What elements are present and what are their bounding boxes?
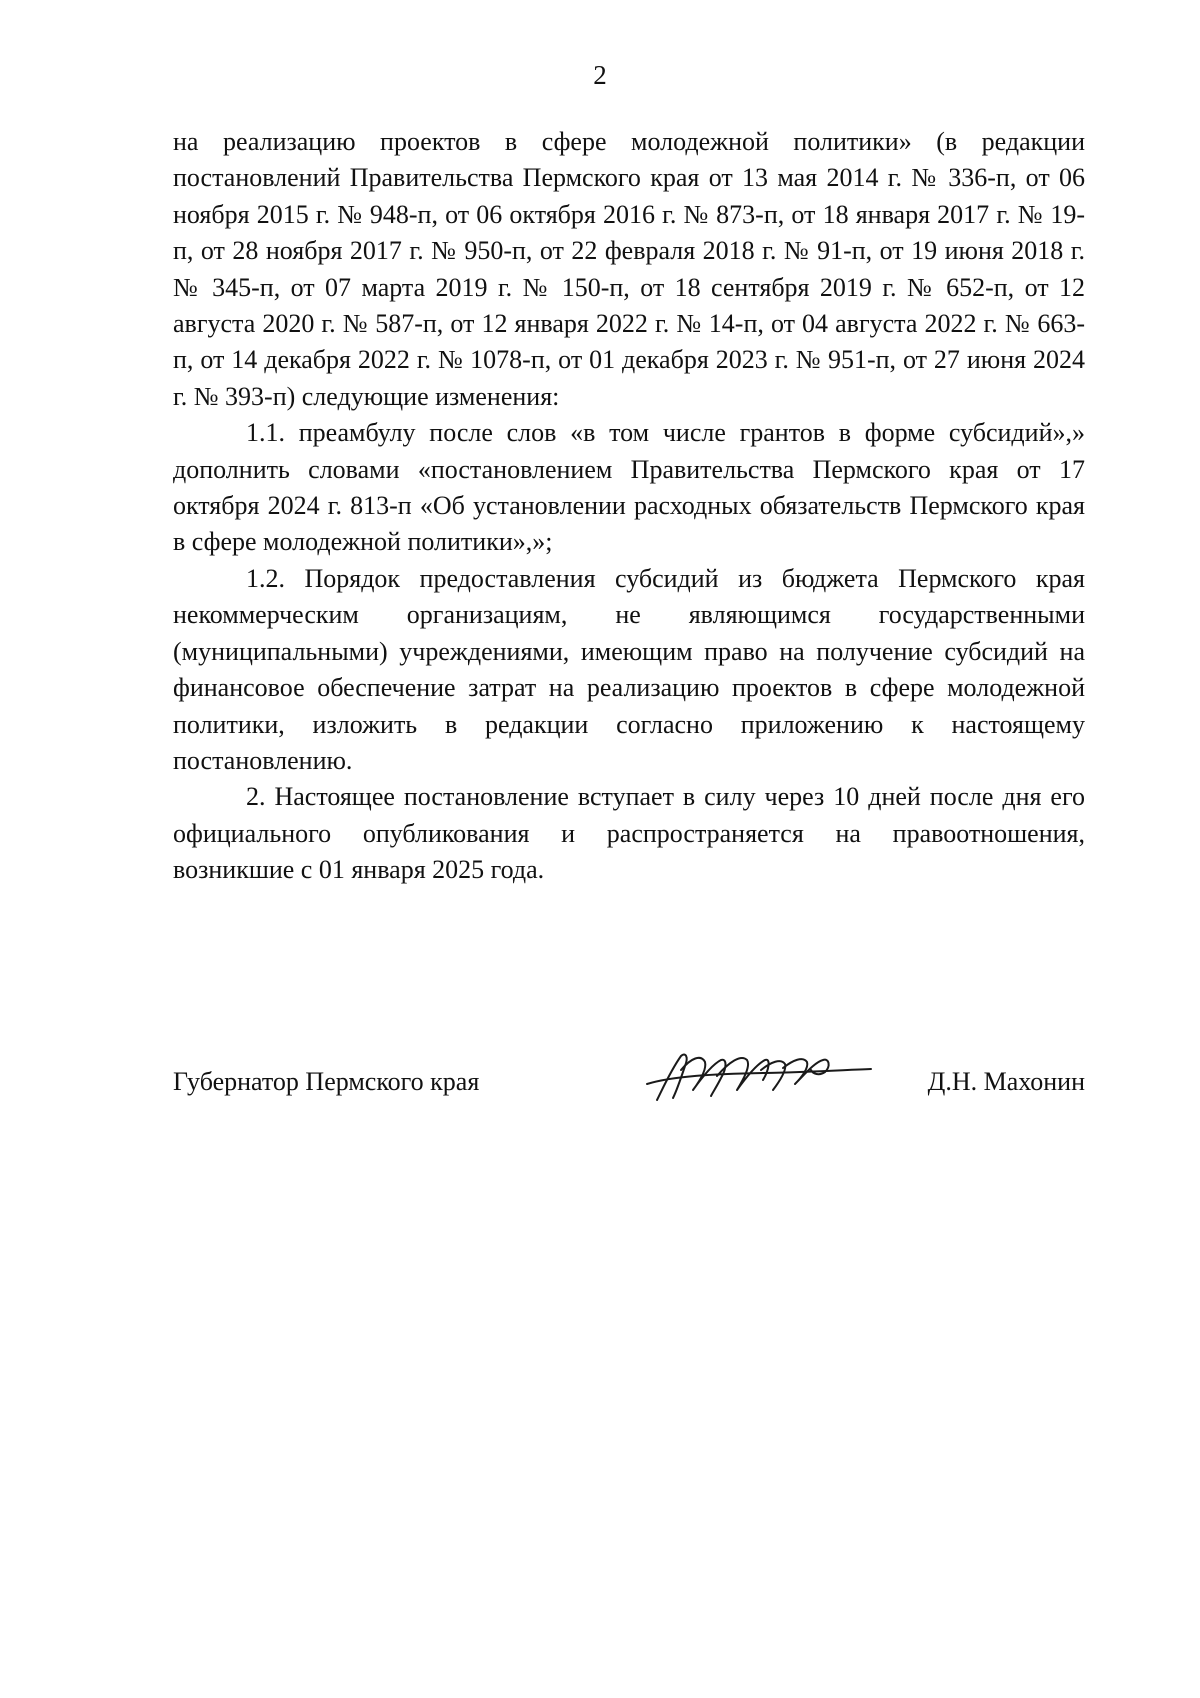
paragraph-1-2: 1.2. Порядок предоставления субсидий из бюджета Пермского края некоммерческим организациям, не являющимся государственными (муниципальными) учреждениями, имеющим право на получение субсидий на финансовое обеспечение затрат на реализацию проектов в сфере молодежной политики, изложить в редакции согласно приложению к настоящему постановлению. [173, 563, 1085, 775]
paragraph-1-1: 1.1. преамбулу после слов «в том числе грантов в форме субсидий»,» дополнить словами «постановлением Правительства Пермского края от 17 октября 2024 г. 813-п «Об установлении расходных обязательств Пермского края в сфере молодежной политики»,»; [173, 418, 1085, 557]
page-number: 2 [593, 60, 607, 90]
signatory-position: Губернатор Пермского края [173, 1067, 480, 1096]
handwritten-signature [643, 1040, 873, 1110]
document-body [173, 124, 1085, 889]
paragraph-2: 2. Настоящее постановление вступает в силу через 10 дней после дня его официального опубликования и распространяется на правоотношения, возникшие с 01 января 2025 года. [173, 782, 1085, 885]
signatory-name: Д.Н. Махонин [927, 1067, 1085, 1096]
signature-block [173, 1040, 1085, 1100]
paragraph-amendment-list: на реализацию проектов в сфере молодежной политики» (в редакции постановлений Правительства Пермского края от 13 мая 2014 г. № 336-п, от 06 ноября 2015 г. № 948-п, от 06 октября 2016 г. № 873-п, от 18 января 2017 г. № 19-п, от 28 ноября 2017 г. № 950-п, от 22 февраля 2018 г. № 91-п, от 19 июня 2018 г. № 345-п, от 07 марта 2019 г. № 150-п, от 18 сентября 2019 г. № 652-п, от 12 августа 2020 г. № 587-п, от 12 января 2022 г. № 14-п, от 04 августа 2022 г. № 663-п, от 14 декабря 2022 г. № 1078-п, от 01 декабря 2023 г. № 951-п, от 27 июня 2024 г. № 393-п) следующие изменения: [173, 127, 1085, 411]
